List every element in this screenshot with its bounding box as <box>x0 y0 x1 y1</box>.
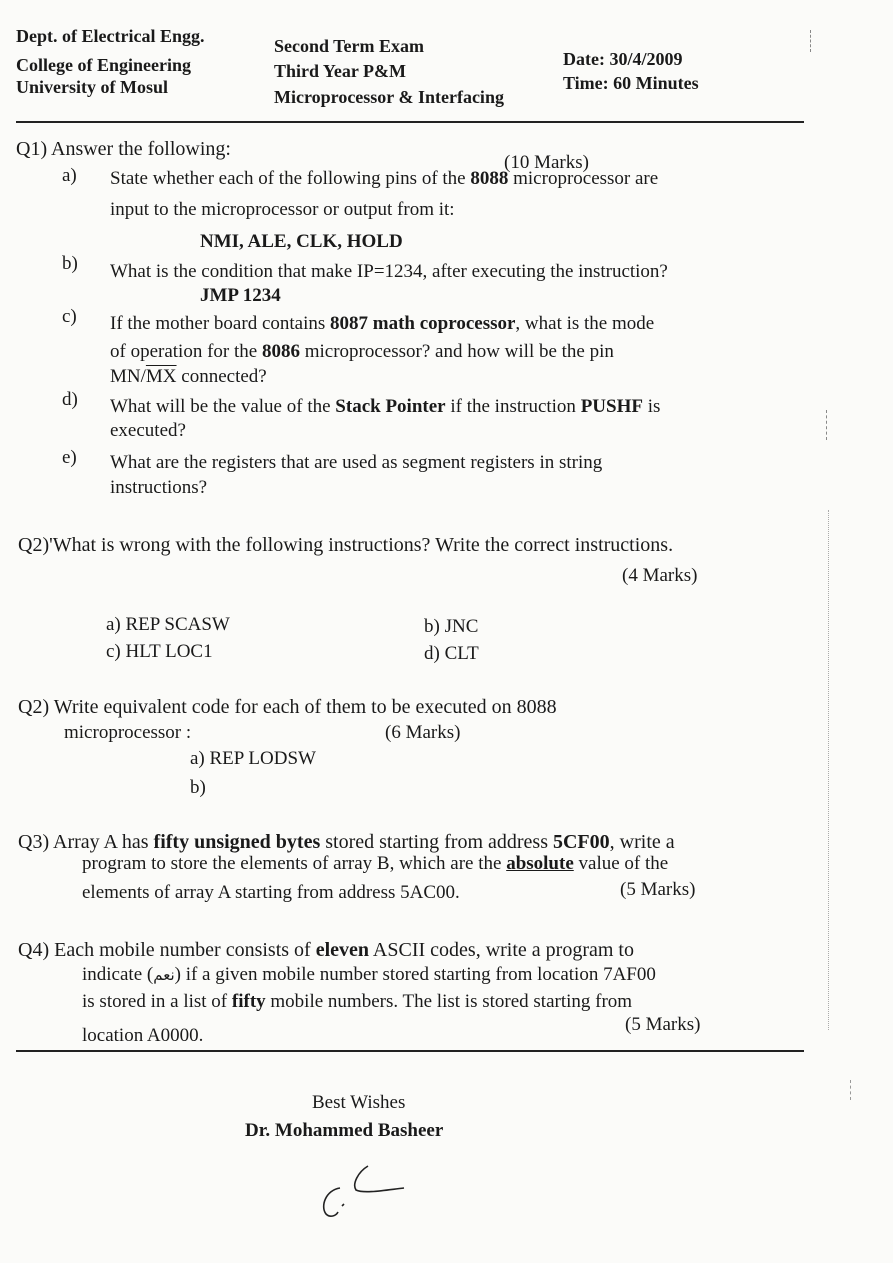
arabic-yes: نعم <box>153 966 175 984</box>
q2a-item-b: b) JNC <box>424 616 479 637</box>
q3-line1: Q3) Array A has fifty unsigned bytes stored starting from address 5CF00, write a <box>18 831 675 853</box>
exam-date: Date: 30/4/2009 <box>563 49 683 69</box>
q2b-line2: microprocessor : <box>64 722 192 743</box>
college-name: College of Engineering <box>16 55 191 75</box>
exam-time: Time: 60 Minutes <box>563 73 699 93</box>
q1-marks: (10 Marks) <box>504 152 589 173</box>
q2b-title: Q2) Write equivalent code for each of them to be executed on 8088 <box>18 696 557 718</box>
scan-mark <box>828 510 830 1030</box>
scan-mark <box>850 1080 852 1100</box>
q2a-title: Q2)'What is wrong with the following instructions? Write the correct instructions. <box>18 534 674 556</box>
q2b-marks: (6 Marks) <box>385 722 461 743</box>
q2b-item-b: b) <box>190 777 206 798</box>
q4-line3: is stored in a list of fifty mobile numbers. The list is stored starting from <box>82 991 633 1012</box>
q4-line1: Q4) Each mobile number consists of eleven ASCII codes, write a program to <box>18 939 634 961</box>
q1-b-instruction: JMP 1234 <box>200 285 281 306</box>
exam-name: Second Term Exam <box>274 36 425 56</box>
scan-mark <box>810 30 812 52</box>
q4-line2: indicate (نعم) if a given mobile number stored starting from location 7AF00 <box>82 964 656 985</box>
q1-c-label: c) <box>62 306 77 327</box>
q4-line4: location A0000. <box>82 1025 204 1046</box>
footer-rule <box>16 1050 804 1052</box>
q1-a-label: a) <box>62 165 77 186</box>
best-wishes: Best Wishes <box>312 1092 406 1113</box>
handwritten-signature <box>312 1158 416 1222</box>
q2a-item-a: a) REP SCASW <box>106 614 230 635</box>
q1-b-text: What is the condition that make IP=1234, after executing the instruction? <box>110 261 668 282</box>
q3-line3: elements of array A starting from address 5AC00. <box>82 882 460 903</box>
q1-title: Q1) Answer the following: <box>16 138 231 160</box>
q4-marks: (5 Marks) <box>625 1014 701 1035</box>
q1-d-line2: executed? <box>110 420 186 441</box>
q1-d-label: d) <box>62 389 78 410</box>
header-rule <box>16 121 804 123</box>
q1-e-text: What are the registers that are used as segment registers in string <box>110 452 603 473</box>
q2a-marks: (4 Marks) <box>622 565 698 586</box>
dept-name: Dept. of Electrical Engg. <box>16 26 205 46</box>
q1-a-text: State whether each of the following pins of the 8088 microprocessor are <box>110 168 659 189</box>
q2a-item-d: d) CLT <box>424 643 479 664</box>
university-name: University of Mosul <box>16 77 168 97</box>
q3-line2: program to store the elements of array B, which are the absolute value of the <box>82 853 669 874</box>
class-year: Third Year P&M <box>274 61 406 81</box>
q2b-item-a: a) REP LODSW <box>190 748 316 769</box>
q2a-item-c: c) HLT LOC1 <box>106 641 213 662</box>
q3-marks: (5 Marks) <box>620 879 696 900</box>
q1-a-pins: NMI, ALE, CLK, HOLD <box>200 231 403 252</box>
q1-c-line2: of operation for the 8086 microprocessor? and how will be the pin <box>110 341 614 362</box>
q1-e-line2: instructions? <box>110 477 208 498</box>
q1-d-text: What will be the value of the Stack Pointer if the instruction PUSHF is <box>110 396 661 417</box>
q1-c-line3: $MN/\overline{MX}$ connected? <box>110 366 267 387</box>
q1-c-text: If the mother board contains 8087 math coprocessor, what is the mode <box>110 313 655 334</box>
q1-a-line2: input to the microprocessor or output from it: <box>110 199 455 220</box>
course-name: Microprocessor & Interfacing <box>274 87 504 107</box>
q1-b-label: b) <box>62 253 78 274</box>
q1-e-label: e) <box>62 447 77 468</box>
scan-mark <box>826 410 828 440</box>
author-name: Dr. Mohammed Basheer <box>245 1120 444 1141</box>
